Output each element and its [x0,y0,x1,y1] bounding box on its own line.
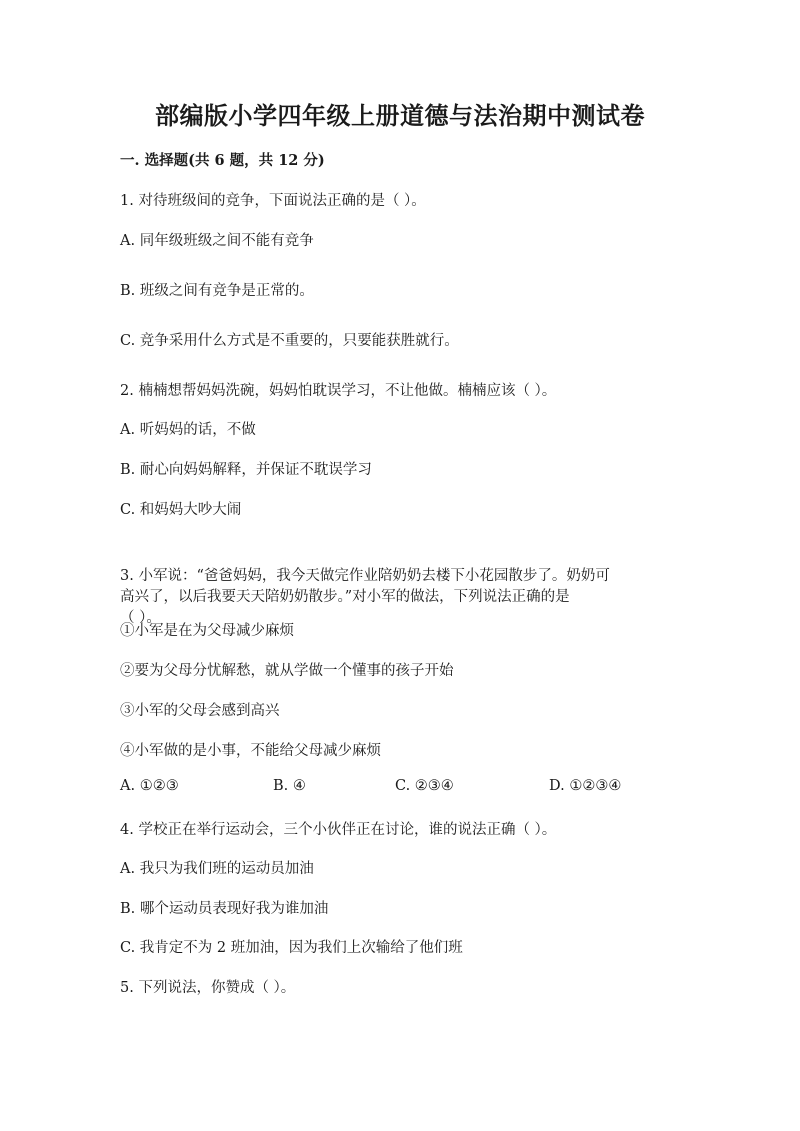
question-4-option-a: A. 我只为我们班的运动员加油 [120,861,314,877]
question-3-option-b: B. ④ [273,778,306,794]
question-2-stem: 2. 楠楠想帮妈妈洗碗，妈妈怕耽误学习，不让他做。楠楠应该（ ）。 [120,383,557,399]
question-1-option-a: A. 同年级班级之间不能有竞争 [120,233,314,249]
question-2-option-b: B. 耐心向妈妈解释，并保证不耽误学习 [120,462,372,478]
question-3-option-c: C. ②③④ [395,778,454,794]
question-3-stem-line: 3. 小军说：“爸爸妈妈，我今天做完作业陪奶奶去楼下小花园散步了。奶奶可 [120,568,610,584]
question-2-option-a: A. 听妈妈的话，不做 [120,422,256,438]
question-4-option-b: B. 哪个运动员表现好我为谁加油 [120,901,329,917]
section-heading: 一. 选择题(共 6 题，共 12 分) [120,152,325,169]
question-3-statement-1: ①小军是在为父母减少麻烦 [120,623,294,639]
question-3-option-a: A. ①②③ [120,778,179,794]
question-1-option-b: B. 班级之间有竞争是正常的。 [120,283,314,299]
question-3-statement-2: ②要为父母分忧解愁，就从学做一个懂事的孩子开始 [120,663,454,679]
question-4-stem: 4. 学校正在举行运动会，三个小伙伴正在讨论，谁的说法正确（ ）。 [120,822,557,838]
question-3-stem-line: 高兴了，以后我要天天陪奶奶散步。”对小军的做法，下列说法正确的是 [120,589,570,605]
question-3-option-d: D. ①②③④ [549,778,622,794]
question-1-stem: 1. 对待班级间的竞争，下面说法正确的是（ ）。 [120,193,426,209]
question-3-statement-3: ③小军的父母会感到高兴 [120,703,280,719]
question-1-option-c: C. 竞争采用什么方式是不重要的，只要能获胜就行。 [120,333,459,349]
question-4-option-c: C. 我肯定不为 2 班加油，因为我们上次输给了他们班 [120,940,463,956]
question-2-option-c: C. 和妈妈大吵大闹 [120,502,242,518]
question-3-stem-line: （ ）。 [120,610,161,626]
question-3-statement-4: ④小军做的是小事，不能给父母减少麻烦 [120,743,381,759]
question-5-stem: 5. 下列说法，你赞成（ ）。 [120,980,296,996]
page-title: 部编版小学四年级上册道德与法治期中测试卷 [155,101,645,130]
